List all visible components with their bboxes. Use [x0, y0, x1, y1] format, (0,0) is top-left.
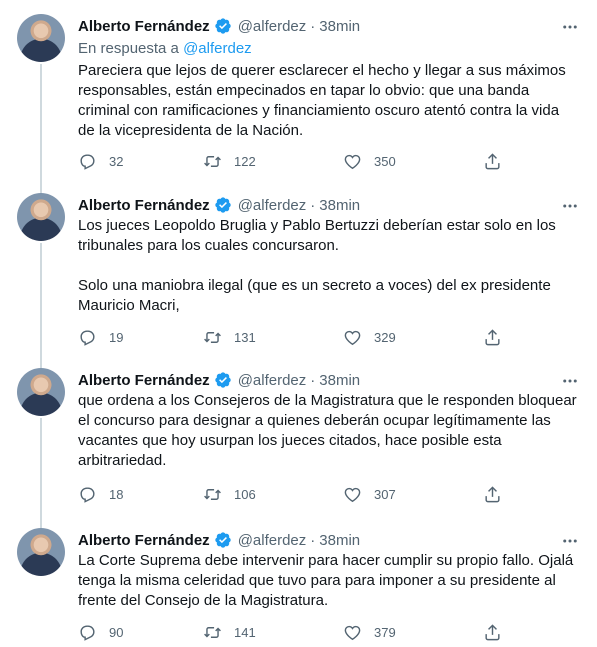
- share-icon: [483, 152, 502, 171]
- tweet[interactable]: [0, 3, 597, 188]
- author-handle[interactable]: @alferdez: [237, 196, 307, 214]
- tweet-text: La Corte Suprema debe intervenir para hacer cumplir su propio fallo. Ojalá tenga la misma celeridad que tuvo para para imponer a su presidente al frente del Consejo de la Magistratura.: [78, 552, 578, 609]
- timestamp[interactable]: 38min: [319, 531, 361, 549]
- reply-icon: [78, 485, 97, 504]
- author-name[interactable]: Alberto Fernández: [78, 531, 210, 549]
- separator-dot: ·: [310, 531, 316, 549]
- verified-badge-icon: [214, 17, 232, 35]
- retweet-count: 141: [234, 625, 256, 640]
- retweet-count: 122: [234, 154, 256, 169]
- tweet-text: Los jueces Leopoldo Bruglia y Pablo Bertuzzi deberían estar solo en los tribunales para los cuales concursaron. Solo una maniobra ilegal (que es un secreto a voces) del ex presidente Mauricio Macri,: [78, 217, 556, 314]
- retweet-icon: [203, 152, 222, 171]
- like-count: 350: [374, 154, 396, 169]
- reply-count: 18: [109, 487, 124, 502]
- reply-prefix: En respuesta a: [78, 40, 179, 57]
- author-name[interactable]: Alberto Fernández: [78, 196, 210, 214]
- reply-button[interactable]: [78, 485, 123, 504]
- reply-count: 19: [109, 330, 124, 345]
- avatar[interactable]: [17, 193, 65, 241]
- retweet-count: 131: [234, 330, 256, 345]
- retweet-button[interactable]: [203, 623, 256, 642]
- tweet[interactable]: [0, 182, 597, 352]
- avatar[interactable]: [17, 14, 65, 62]
- share-button[interactable]: [483, 328, 502, 347]
- separator-dot: ·: [310, 196, 316, 214]
- like-icon: [343, 623, 362, 642]
- reply-icon: [78, 328, 97, 347]
- retweet-icon: [203, 623, 222, 642]
- more-icon[interactable]: [560, 531, 580, 551]
- reply-icon: [78, 623, 97, 642]
- share-button[interactable]: [483, 623, 502, 642]
- tweet[interactable]: [0, 357, 597, 517]
- author-handle[interactable]: @alferdez: [237, 531, 307, 549]
- reply-button[interactable]: [78, 623, 123, 642]
- like-icon: [343, 328, 362, 347]
- retweet-button[interactable]: [203, 328, 256, 347]
- author-name[interactable]: Alberto Fernández: [78, 17, 210, 35]
- more-icon[interactable]: [560, 196, 580, 216]
- avatar[interactable]: [17, 368, 65, 416]
- timestamp[interactable]: 38min: [319, 196, 361, 214]
- reply-handle-link[interactable]: @alferdez: [183, 40, 252, 57]
- share-icon: [483, 485, 502, 504]
- tweet-text: que ordena a los Consejeros de la Magistratura que le responden bloquear el concurso para designar a quienes deberán ocupar legítimamente las vacantes que hoy usurpan los jueces citados, hace posible esta arbitrariedad.: [78, 392, 581, 469]
- timestamp[interactable]: 38min: [319, 17, 361, 35]
- tweet-actions: [78, 485, 508, 505]
- verified-badge-icon: [214, 196, 232, 214]
- more-icon[interactable]: [560, 17, 580, 37]
- reply-context: [78, 40, 252, 57]
- like-count: 307: [374, 487, 396, 502]
- tweet-actions: [78, 623, 508, 643]
- like-button[interactable]: [343, 623, 396, 642]
- like-button[interactable]: [343, 152, 396, 171]
- like-icon: [343, 485, 362, 504]
- like-button[interactable]: [343, 485, 396, 504]
- retweet-button[interactable]: [203, 152, 256, 171]
- verified-badge-icon: [214, 531, 232, 549]
- verified-badge-icon: [214, 371, 232, 389]
- retweet-count: 106: [234, 487, 256, 502]
- tweet-actions: [78, 328, 508, 348]
- tweet-header: [78, 195, 360, 215]
- tweet[interactable]: [0, 517, 597, 647]
- reply-count: 90: [109, 625, 124, 640]
- reply-button[interactable]: [78, 152, 123, 171]
- reply-icon: [78, 152, 97, 171]
- tweet-actions: [78, 152, 508, 172]
- tweet-header: [78, 530, 360, 550]
- retweet-icon: [203, 485, 222, 504]
- timestamp[interactable]: 38min: [319, 371, 361, 389]
- separator-dot: ·: [310, 17, 316, 35]
- retweet-button[interactable]: [203, 485, 256, 504]
- like-button[interactable]: [343, 328, 396, 347]
- reply-button[interactable]: [78, 328, 123, 347]
- avatar[interactable]: [17, 528, 65, 576]
- like-icon: [343, 152, 362, 171]
- tweet-header: [78, 16, 360, 36]
- separator-dot: ·: [310, 371, 316, 389]
- like-count: 379: [374, 625, 396, 640]
- share-icon: [483, 623, 502, 642]
- tweet-header: [78, 370, 360, 390]
- tweet-text: Pareciera que lejos de querer esclarecer el hecho y llegar a sus máximos responsables, están empecinados en tapar lo obvio: que una banda criminal con ramificaciones y financiamiento oscuro atentó contra la vida de la vicepresidenta de la Nación.: [78, 62, 570, 139]
- share-button[interactable]: [483, 152, 502, 171]
- reply-count: 32: [109, 154, 124, 169]
- share-icon: [483, 328, 502, 347]
- author-name[interactable]: Alberto Fernández: [78, 371, 210, 389]
- like-count: 329: [374, 330, 396, 345]
- author-handle[interactable]: @alferdez: [237, 371, 307, 389]
- share-button[interactable]: [483, 485, 502, 504]
- author-handle[interactable]: @alferdez: [237, 17, 307, 35]
- retweet-icon: [203, 328, 222, 347]
- more-icon[interactable]: [560, 371, 580, 391]
